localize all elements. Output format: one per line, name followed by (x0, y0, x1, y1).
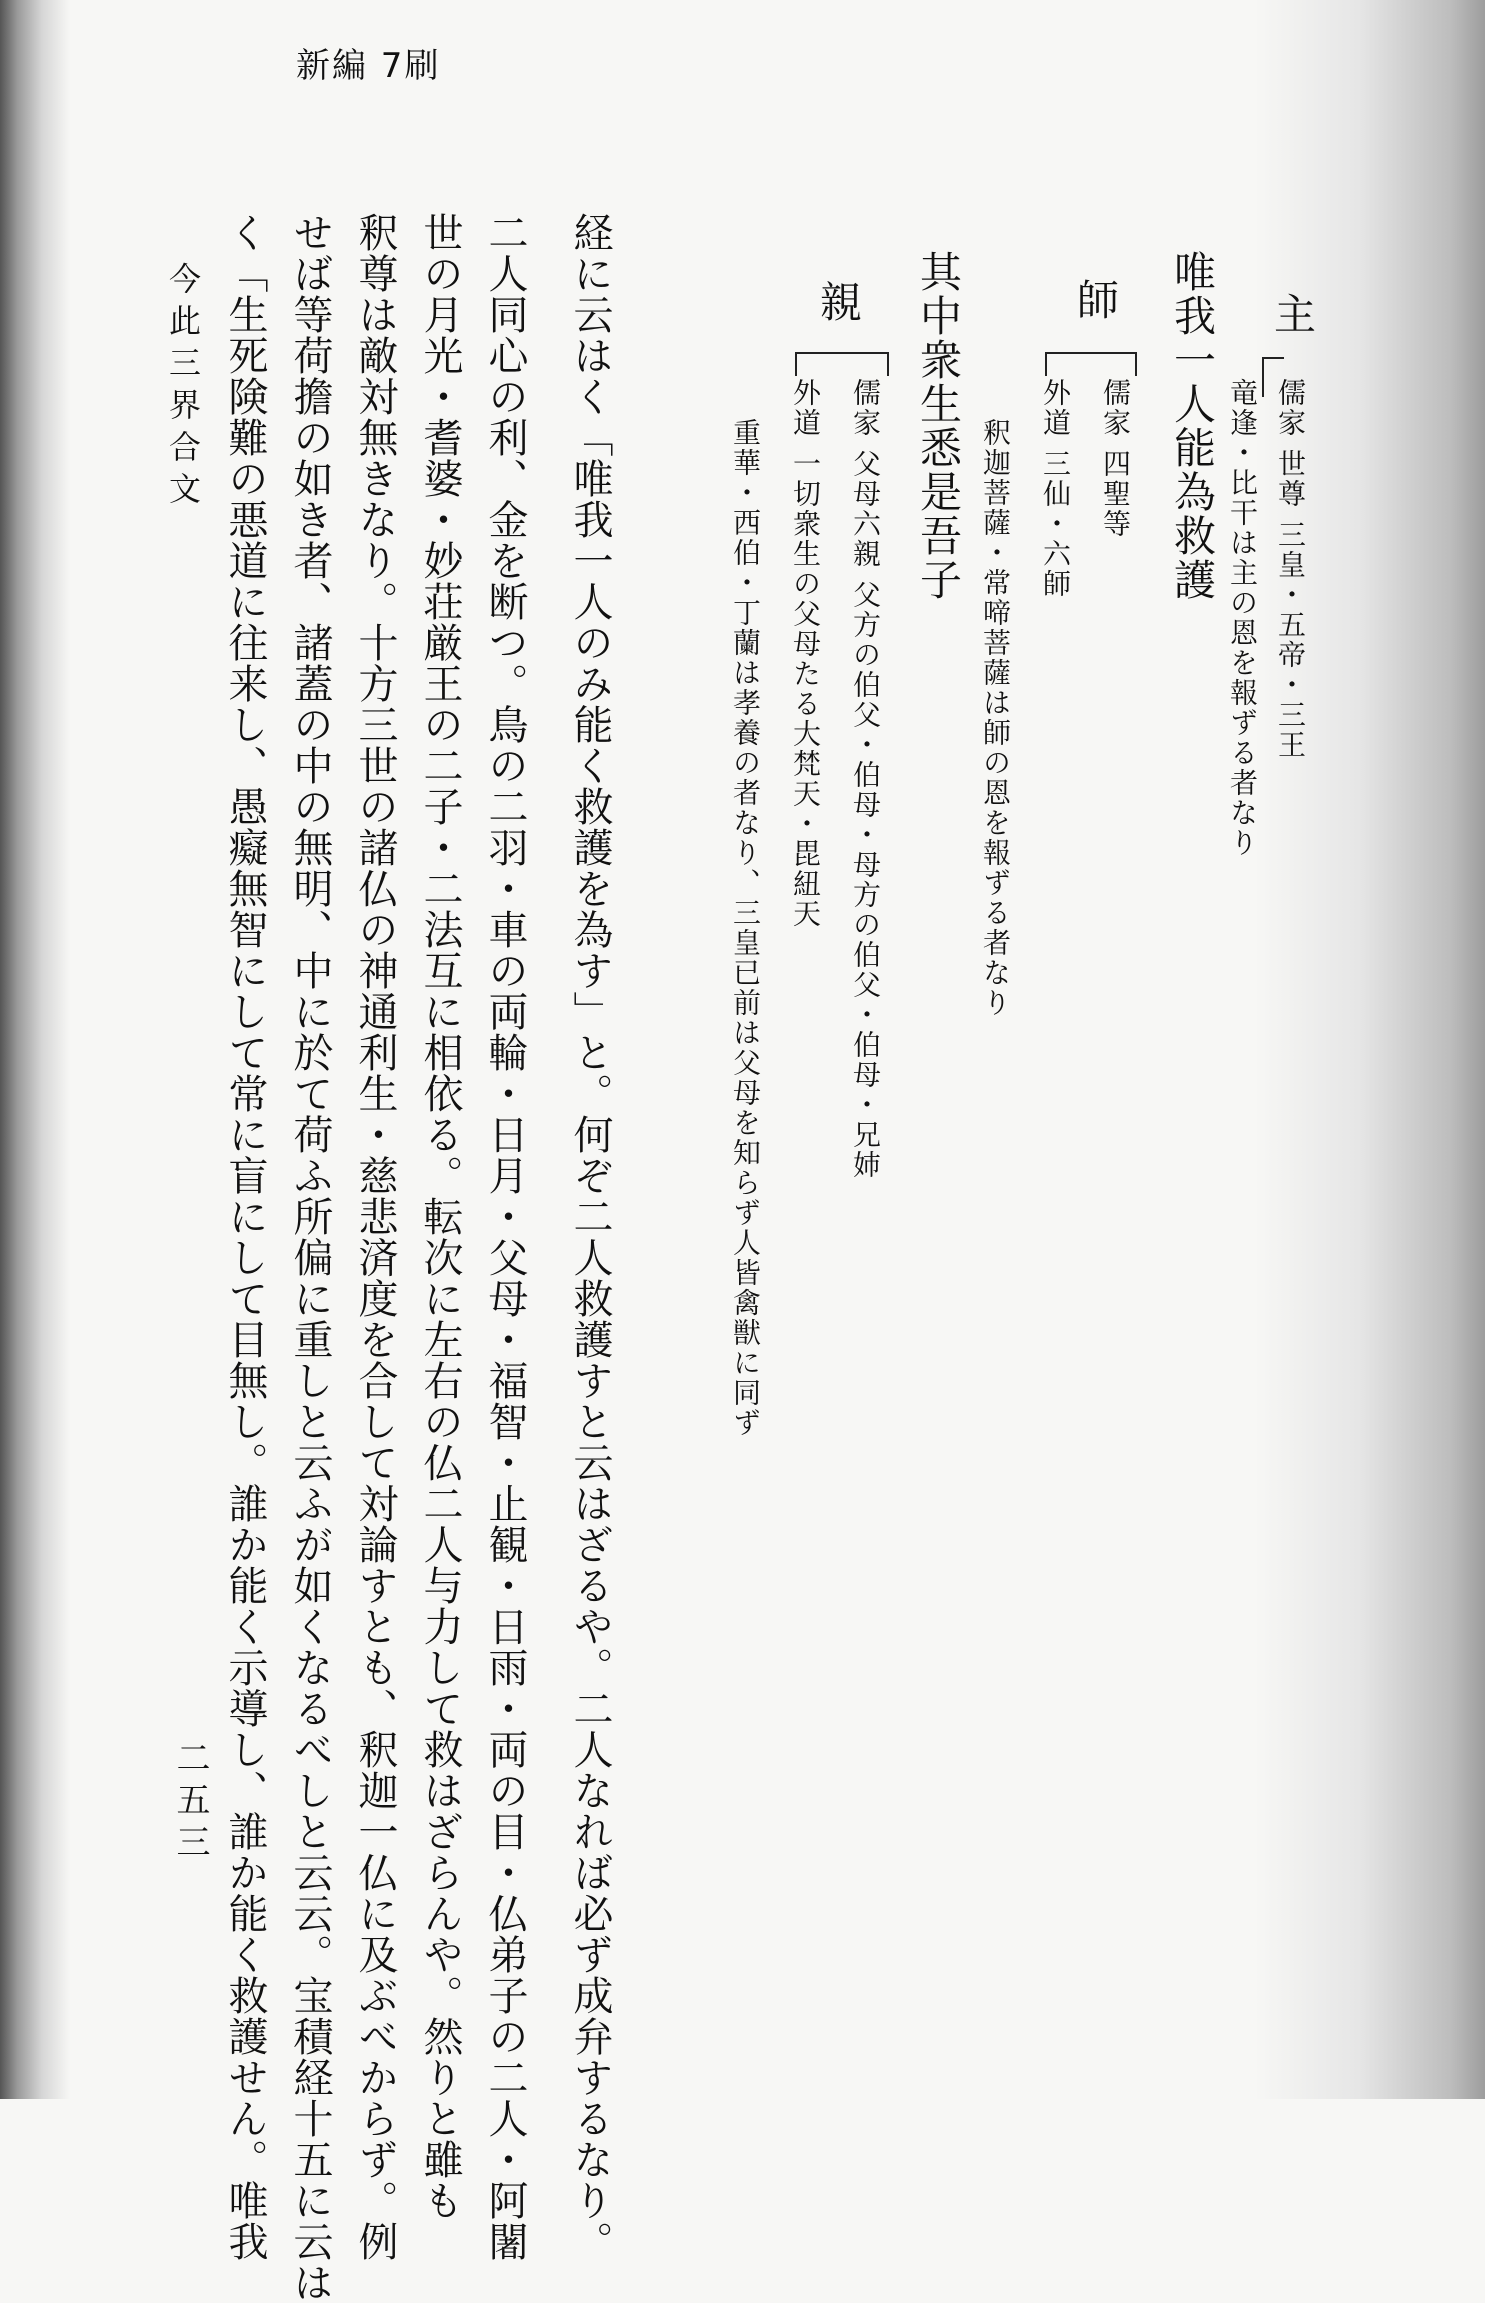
parent-heading: 親 (814, 280, 863, 324)
bleed-through (1300, 200, 1355, 240)
quote-title: 唯我一人能為救護 (1168, 250, 1217, 602)
body-line-3: 世の月光・耆婆・妙荘厳王の二子・二法互に相依る。転次に左右の仏二人与力して救はざらんや。然りと雖も (417, 212, 463, 2221)
body-line-5: せば等荷擔の如き者、諸蓋の中の無明、中に於て荷ふ所偏に重しと云ふが如くなるべしと云云。宝積経十五に云は (287, 212, 333, 2303)
lord-confucian: 儒家 世尊 三皇・五帝・三王 (1274, 378, 1307, 760)
lord-bracket (1262, 357, 1264, 397)
teacher-outer: 外道 三仙・六師 (1039, 378, 1072, 599)
body-line-2: 二人同心の利、金を断つ。鳥の二羽・車の両輪・日月・父母・福智・止観・日雨・両の目・仏弟子の二人・阿闍 (482, 212, 528, 2262)
parent-confucian: 儒家 父母六親 父方の伯父・伯母・母方の伯父・伯母・兄姉 (849, 378, 882, 1180)
section-title: 今此三界合文 (164, 262, 202, 514)
scan-shadow-left (0, 0, 70, 2099)
page-number: 二五三 (170, 1740, 210, 1866)
body-line-4: 釈尊は敵対無きなり。十方三世の諸仏の神通利生・慈悲済度を合して対論すとも、釈迦一仏に及ぶべからず。例 (352, 212, 398, 2262)
teacher-heading: 師 (1071, 278, 1120, 322)
edition-label: 新編 7刷 (296, 46, 441, 86)
parent-bracket (795, 352, 889, 376)
parent-outer: 外道 一切衆生の父母たる大梵天・毘紐天 (789, 378, 822, 929)
teacher-note: 釈迦菩薩・常啼菩薩は師の恩を報ずる者なり (979, 418, 1012, 1018)
teacher-bracket (1045, 352, 1137, 376)
lord-confucian-note: 竜逢・比干は主の恩を報ずる者なり (1226, 378, 1259, 858)
lord-bracket-branch (1262, 357, 1284, 359)
parent-note: 重華・西伯・丁蘭は孝養の者なり、三皇已前は父母を知らず人皆禽獣に同ず (729, 418, 762, 1438)
body-line-6: く「生死険難の悪道に往来し、愚癡無智にして常に盲にして目無し。誰か能く示導し、誰か能く救護せん。唯我 (222, 212, 268, 2262)
lord-heading: 主 (1268, 292, 1317, 336)
quote-children: 其中衆生悉是吾子 (914, 250, 963, 602)
teacher-confucian: 儒家 四聖等 (1099, 378, 1132, 539)
body-line-1: 経に云はく「唯我一人のみ能く救護を為す」と。何ぞ二人救護すと云はざるや。二人なれば必ず成弁するなり。 (567, 212, 613, 2262)
